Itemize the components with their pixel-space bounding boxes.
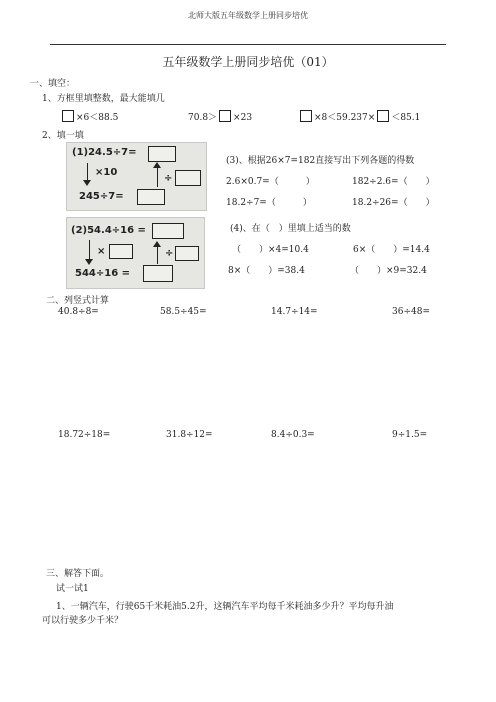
arrow-down-icon xyxy=(83,180,91,186)
photo1-multiply-label: ×10 xyxy=(95,167,118,178)
photo2-line1: (2)54.4÷16 = xyxy=(71,225,146,236)
q4-item-4: （ ）×9=32.4 xyxy=(350,266,427,276)
problem-text-line2: 可以行驶多少千米？ xyxy=(42,616,124,626)
photo2-answer-box-bottom[interactable] xyxy=(143,265,173,282)
q4-item-3: 8×（ ）=38.4 xyxy=(228,266,305,276)
q3-item-3: 18.2÷7=（ ） xyxy=(226,198,312,208)
q3-item-1: 2.6×0.7=（ ） xyxy=(226,177,315,187)
section3-subheading: 试一试1 xyxy=(56,584,89,594)
section2-heading: 二、列竖式计算 xyxy=(46,296,110,306)
photo2-divide-label: ÷ xyxy=(165,248,174,259)
answer-box[interactable] xyxy=(377,110,389,122)
photo2-answer-box-divisor[interactable] xyxy=(175,246,199,261)
photo2-arrow-down-line xyxy=(89,240,90,260)
calc-item: 9÷1.5= xyxy=(392,430,428,440)
header-divider xyxy=(50,44,446,45)
answer-box[interactable] xyxy=(62,110,74,122)
q1-item-2: 70.8＞ ×23 xyxy=(188,110,252,123)
photo2-answer-box-top[interactable] xyxy=(152,223,184,239)
section1-heading: 一、填空： xyxy=(30,79,76,89)
page-header: 北师大版五年级数学上册同步培优 xyxy=(188,11,308,20)
q3-item-4: 18.2÷26=（ ） xyxy=(352,198,435,208)
answer-box[interactable] xyxy=(300,110,312,122)
calc-item: 40.8÷8= xyxy=(58,307,99,317)
arrow-up-icon xyxy=(153,241,161,247)
photo1-divide-label: ÷ xyxy=(164,173,173,184)
photo1-line3: 245÷7= xyxy=(79,191,124,202)
calc-item: 18.72÷18= xyxy=(58,430,111,440)
photo1-answer-box-bottom[interactable] xyxy=(137,189,165,205)
calc-item: 58.5÷45= xyxy=(160,307,207,317)
q2-label: 2、填一填 xyxy=(42,131,84,141)
page-title: 五年级数学上册同步培优（01） xyxy=(162,55,334,69)
q3-item-2: 182÷2.6=（ ） xyxy=(352,177,435,187)
calc-item: 8.4÷0.3= xyxy=(271,430,315,440)
arrow-down-icon xyxy=(85,259,93,265)
worksheet-photo-1 xyxy=(66,142,207,211)
photo2-arrow-up-line xyxy=(157,246,158,264)
q1-item-1: ×6＜88.5 xyxy=(62,110,118,123)
photo1-arrow-down-line xyxy=(87,163,88,181)
q3-label: (3)、根据26×7=182直接写出下列各题的得数 xyxy=(226,156,415,166)
q4-item-2: 6×（ ）=14.4 xyxy=(353,245,430,255)
photo1-arrow-up-line xyxy=(157,167,158,187)
section3-heading: 三、解答下面。 xyxy=(46,569,110,579)
arrow-up-icon xyxy=(153,162,161,168)
q1-item-3: ×8＜59.237× ＜85.1 xyxy=(300,110,420,123)
calc-item: 14.7÷14= xyxy=(271,307,318,317)
problem-text-line1: 1、一辆汽车，行驶65千米耗油5.2升，这辆汽车平均每千米耗油多少升？平均每升油 xyxy=(56,602,394,612)
photo2-multiply-label: × xyxy=(97,246,106,257)
calc-item: 31.8÷12= xyxy=(166,430,213,440)
answer-box[interactable] xyxy=(219,110,231,122)
q1-label: 1、方框里填整数，最大能填几 xyxy=(42,94,165,104)
q4-label: (4)、在（ ）里填上适当的数 xyxy=(230,224,351,234)
photo2-answer-box-multiplier[interactable] xyxy=(109,244,133,259)
worksheet-photo-2 xyxy=(66,217,205,289)
photo1-line1: (1)24.5÷7= xyxy=(72,147,137,158)
photo1-answer-box-side[interactable] xyxy=(175,170,201,186)
q4-item-1: （ ）×4=10.4 xyxy=(232,245,309,255)
photo1-answer-box-top[interactable] xyxy=(148,146,176,162)
calc-item: 36÷48= xyxy=(392,307,430,317)
photo2-line3: 544÷16 = xyxy=(75,268,131,279)
